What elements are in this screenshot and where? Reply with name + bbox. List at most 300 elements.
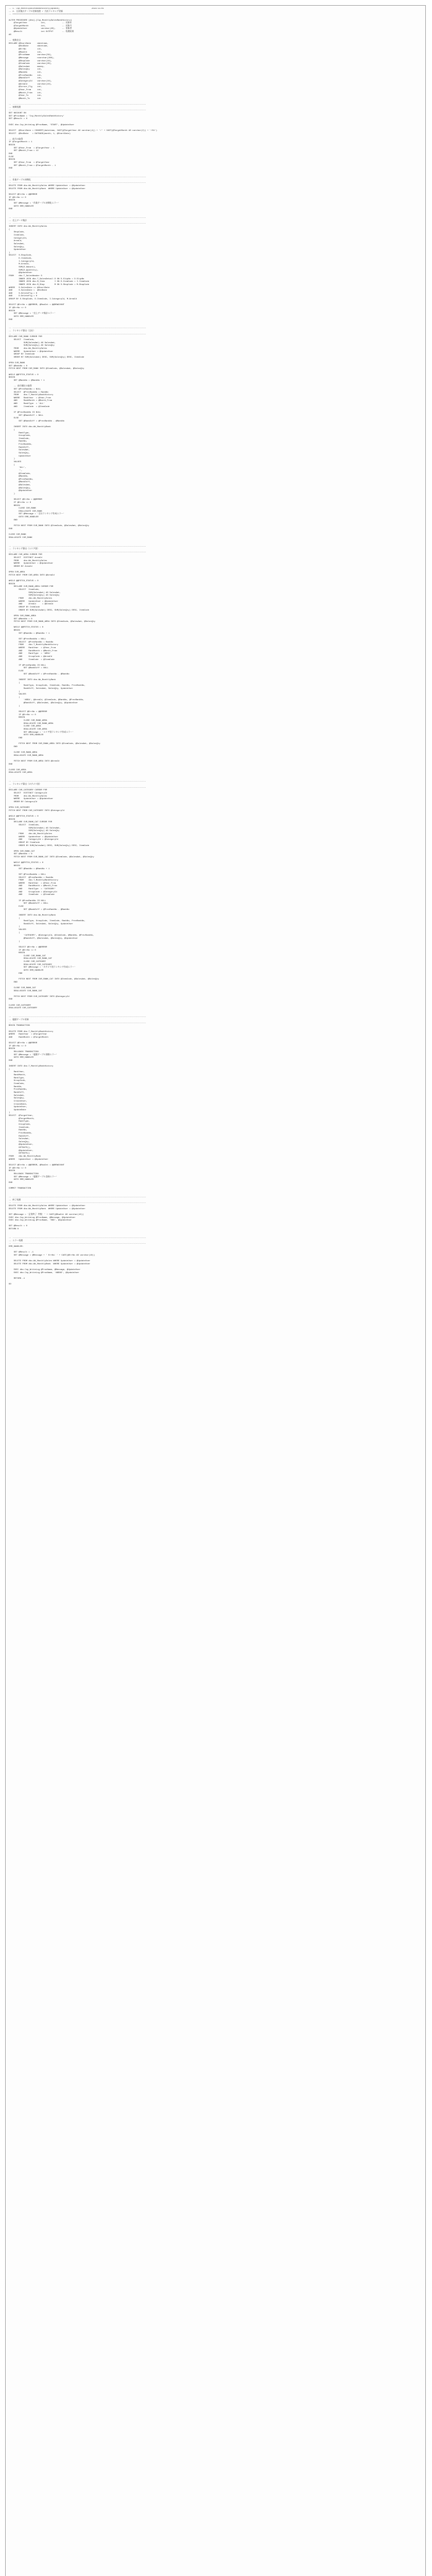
- code-line: DELETE FROM dbo.Wk_MonthlyRank WHERE UpdateUser = @UpdateUser: [9, 1263, 91, 1265]
- code-line: SET @RankDiff = @PrevRankNo - @RankNo: [9, 420, 65, 422]
- code-line: END: [9, 528, 13, 530]
- code-line: @UpdateUser: [9, 490, 32, 493]
- code-line: GETDATE(),: [9, 1147, 31, 1149]
- code-line: ERR_HANDLER:: [9, 1245, 24, 1248]
- code-line: SET @RankNo = 0: [9, 618, 32, 620]
- code-line: ROLLBACK TRANSACTION: [9, 1173, 39, 1175]
- code-line: END: [9, 1059, 13, 1062]
- code-line: RankMonth,: [9, 1074, 26, 1077]
- code-line: IF @ErrNo <> 0: [9, 1167, 26, 1170]
- code-line: FROM dbo.Wk_MonthlySales: [9, 347, 47, 350]
- code-line: SUM(SalesQty) AS SalesQty: [9, 345, 55, 347]
- code-line: OPEN CUR_RANK: [9, 362, 25, 365]
- code-line: GroupCode,: [9, 1080, 26, 1082]
- code-line: @RankDiff, @SalesAmt, @SalesQty, @UpdateUser: [9, 702, 78, 705]
- code-line: CLOSE CUR_CATEGORY: [9, 1004, 31, 1007]
- code-line: SET @Message = '履歴テーブル登録エラー': [9, 1176, 58, 1178]
- code-line: CLOSE CUR_RANK_AREA: [9, 752, 38, 754]
- code-line: BEGIN: [9, 199, 15, 202]
- code-line: SET @RankNo = 0: [9, 853, 32, 856]
- code-line: '',: [9, 469, 23, 472]
- declare-line: @ProcName varchar(50),: [9, 54, 53, 57]
- proc-param: @TargetMonth int, -- 対象月: [9, 25, 72, 27]
- code-line: SET @Month_From = @TargetMonth - 1: [9, 164, 56, 167]
- code-line: SET @Year_From = @TargetYear - 1: [9, 147, 55, 149]
- code-line: SET @RankNo = @RankNo + 1: [9, 868, 50, 870]
- code-line: ItemCode,: [9, 437, 30, 440]
- code-line: FETCH NEXT FROM CUR_RANK_AREA INTO @ItemCode, @SalesAmt, @SalesQty: [9, 621, 96, 623]
- code-line: SalesQty,: [9, 452, 30, 455]
- code-line: RankType,: [9, 1121, 30, 1123]
- declare-line: @Cursor_Flg int,: [9, 86, 42, 89]
- code-line: SELECT @ErrNo = @@ERROR: [9, 946, 47, 948]
- code-line: FETCH NEXT FROM CUR_RANK_AREA INTO @ItemCode, @SalesAmt, @SalesQty: [9, 743, 100, 745]
- section-separator: -- ------------------------------------------------------------------------------------------------------------: [9, 176, 146, 179]
- code-line: -- 前月の取得: [9, 138, 23, 141]
- code-line: ItemCode,: [9, 1083, 25, 1086]
- code-line: ): [9, 458, 15, 461]
- code-line: IF @TargetMonth = 1: [9, 141, 32, 144]
- code-line: SUM(SalesAmt) AS SalesAmt,: [9, 591, 61, 594]
- code-line: ): [9, 926, 20, 928]
- code-line: WHERE UpdateUser = @UpdateUser: [9, 798, 54, 801]
- code-line: FETCH NEXT FROM CUR_RANK_CAT INTO @ItemCode, @SalesAmt, @SalesQty: [9, 978, 99, 980]
- section-title: -- ランキング算出（カテゴリ別）: [9, 784, 41, 786]
- code-line: INNER JOIN dbo.T_SalesDetail D ON S.SlipNo = D.SlipNo: [9, 278, 84, 280]
- code-line: DECLARE CUR_RANK CURSOR FOR: [9, 336, 42, 338]
- code-line: WHERE RankYear = @Year_From: [9, 397, 51, 399]
- code-line: @UpdateUser,: [9, 1144, 34, 1146]
- code-line: FETCH NEXT FROM CUR_CATEGORY INTO @CategoryCd: [9, 809, 65, 812]
- declare-line: @Year_To int,: [9, 95, 42, 97]
- declare-line: @RankNo int,: [9, 72, 42, 74]
- proc-param: @Result int OUTPUT -- 処理結果: [9, 31, 74, 33]
- code-line: WHERE RankYear = @Year_From: [9, 882, 56, 885]
- section-separator: -- ------------------------------------------------------------------------------------------------------------: [9, 327, 146, 330]
- code-line: WHILE @@FETCH_STATUS = 0: [9, 862, 44, 865]
- code-line: RankType,: [9, 1077, 25, 1079]
- code-line: END: [9, 737, 23, 739]
- code-line: SET @RankDiff = @PrevRankNo - @RankNo: [9, 673, 70, 675]
- code-line: SET @PrevRankNo = NULL: [9, 873, 46, 876]
- code-line: SalesQty,: [9, 1141, 30, 1143]
- code-line: INNER JOIN dbo.M_Item I ON D.ItemCode = I.ItemCode: [9, 281, 90, 283]
- code-line: DEALLOCATE CUR_RANK: [9, 536, 32, 539]
- header-line: -- ==========================================================================: [9, 13, 104, 16]
- code-line: AND RankType = 'AREA': [9, 653, 51, 655]
- code-line: (: [9, 464, 15, 466]
- code-line: CLOSE CUR_RANK: [9, 507, 36, 510]
- code-line: RankDiff,: [9, 446, 30, 449]
- code-line: DEALLOCATE CUR_RANK_AREA: [9, 754, 44, 757]
- proc-signature: ALTER PROCEDURE [dbo].[Csp_MonthlySalesRankHistory]: [9, 19, 72, 22]
- code-line: SET @RankNo = 0: [9, 365, 28, 367]
- code-line: CLOSE CUR_RANK_AREA: [9, 719, 47, 722]
- code-line: EXEC dbo.Csp_WriteLog @ProcName, @Message, @UpdateUser: [9, 1216, 76, 1219]
- code-document: [5, 5, 426, 2576]
- code-line: OPEN CUR_AREA: [9, 571, 25, 574]
- code-line: IF @ErrNo <> 0: [9, 1045, 26, 1047]
- code-line: AND RankMonth = @Month_From: [9, 650, 57, 652]
- code-line: SET @Message = '売上データ集計エラー': [9, 313, 56, 315]
- code-line: IF @PrevRankNo IS NULL: [9, 900, 46, 902]
- declare-line: @SalesQty int,: [9, 69, 42, 71]
- code-line: D.ItemCode,: [9, 258, 32, 260]
- code-line: BEGIN: [9, 504, 20, 507]
- code-line: GOTO ERR_HANDLER: [9, 970, 44, 972]
- section-title: -- 初期処理: [9, 106, 21, 109]
- code-line: IF @ErrNo <> 0: [9, 501, 31, 504]
- code-line: GROUP BY ItemCode: [9, 353, 35, 356]
- code-line: RankType, GroupCode, ItemCode, RankNo, PrevRankNo,: [9, 685, 85, 687]
- code-line: SET @RankDiff = NULL: [9, 903, 48, 905]
- code-line: DELETE FROM dbo.T_MonthlyRankHistory: [9, 1030, 54, 1033]
- code-line: RETURN -1: [9, 1277, 25, 1280]
- code-line: SET @RankDiff = @PrevRankNo - @RankNo: [9, 908, 70, 911]
- code-line: AND GroupCode = @CategoryCd: [9, 891, 57, 893]
- code-line: FROM dbo.Wk_MonthlySales: [9, 795, 47, 798]
- code-line: @PrevRankNo,: [9, 478, 34, 481]
- section-separator: -- ------------------------------------------------------------------------------------------------------------: [9, 217, 146, 219]
- code-line: COMMIT TRANSACTION: [9, 1188, 31, 1190]
- code-line: SELECT DISTINCT AreaCd: [9, 557, 42, 560]
- header-line: -- 1. Csp_MonthlySalesRankHistory(Update) 2023/11/01: [9, 8, 104, 10]
- section-title: -- 変数宣言: [9, 40, 21, 42]
- code-line: DEALLOCATE CUR_RANK: [9, 510, 42, 513]
- declare-line: @Message nvarchar(200),: [9, 57, 55, 59]
- code-line: CLOSE CUR_AREA: [9, 769, 26, 771]
- code-line: END: [9, 1181, 13, 1184]
- code-line: CLOSE CUR_RANK_CAT: [9, 987, 36, 989]
- section-separator: -- ------------------------------------------------------------------------------------------------------------: [9, 1243, 146, 1245]
- code-line: FROM dbo.T_MonthlyRankHistory: [9, 879, 59, 882]
- section-separator: -- ------------------------------------------------------------------------------------------------------------: [9, 1236, 146, 1239]
- code-line: @SalesAmt,: [9, 484, 31, 487]
- code-line: CreateUser,: [9, 1100, 28, 1103]
- code-line: GO: [9, 1283, 11, 1286]
- code-line: PrevRankNo,: [9, 1132, 32, 1134]
- code-line: SELECT @PrevRankNo = RankNo: [9, 641, 54, 643]
- code-line: SalesAmt,: [9, 1094, 25, 1097]
- code-line: BEGIN: [9, 865, 20, 867]
- code-line: END: [9, 519, 18, 521]
- code-line: GOTO ERR_HANDLER: [9, 516, 39, 519]
- code-line: EXEC dbo.Csp_WriteLog @ProcName, 'ABEND', @UpdateUser: [9, 1272, 79, 1274]
- code-line: AND GroupCode = @AreaCd: [9, 655, 53, 658]
- code-line: SUM(D.Quantity),: [9, 269, 39, 272]
- code-line: SELECT @ErrNo = @@ERROR: [9, 194, 38, 196]
- code-line: WHILE @@FETCH_STATUS = 0: [9, 626, 44, 629]
- code-line: END: [9, 981, 18, 984]
- code-line: BEGIN: [9, 1170, 15, 1173]
- code-line: AreaCd,: [9, 240, 23, 243]
- code-line: AND ItemCode = @ItemCode: [9, 405, 50, 408]
- code-line: FROM dbo.T_SalesHeader S: [9, 275, 42, 277]
- code-line: ELSE: [9, 670, 24, 673]
- code-line: SET @Message = 'エリア別ランキング作成エラー': [9, 731, 74, 734]
- proc-param: @TargetYear int, -- 対象年: [9, 22, 72, 25]
- header-line: -- 2. 日次集計テーブル更新処理 / 月次ランキング更新: [9, 10, 63, 13]
- code-line: SELECT DISTINCT CategoryCd: [9, 792, 47, 794]
- section-separator: -- ------------------------------------------------------------------------------------------------------------: [9, 1196, 146, 1199]
- code-line: FETCH NEXT FROM CUR_RANK INTO @ItemCode, @SalesAmt, @SalesQty: [9, 525, 90, 528]
- code-line: SET @Message = @Message + ' ErrNo：' + CAST(@ErrNo AS varchar(10)): [9, 1254, 95, 1257]
- code-line: FETCH NEXT FROM CUR_RANK INTO @ItemCode, @SalesAmt, @SalesQty: [9, 368, 84, 370]
- section-separator: -- ------------------------------------------------------------------------------------------------------------: [9, 223, 146, 225]
- code-line: SUM(SalesQty) AS SalesQty: [9, 830, 60, 833]
- code-line: END: [9, 153, 13, 156]
- code-line: GROUP BY ItemCode: [9, 841, 40, 844]
- section-separator: -- ------------------------------------------------------------------------------------------------------------: [9, 545, 146, 548]
- code-line: RankNo,: [9, 440, 28, 443]
- code-line: SELECT S.ShopCode,: [9, 255, 32, 257]
- code-line: DELETE FROM dbo.Wk_MonthlySales WHERE UpdateUser = @UpdateUser: [9, 185, 85, 188]
- code-line: SELECT @ErrNo = @@ERROR: [9, 1042, 38, 1045]
- code-line: SET @Message = '全社ランキング作成エラー': [9, 513, 64, 516]
- section-title: -- 終了処理: [9, 1199, 21, 1201]
- code-line: IF @ErrNo <> 0: [9, 307, 26, 309]
- code-line: DELETE FROM dbo.Wk_MonthlyRank WHERE UpdateUser = @UpdateUser: [9, 1208, 85, 1210]
- section-separator: -- ------------------------------------------------------------------------------------------------------------: [9, 551, 146, 553]
- code-line: PrevRankNo,: [9, 444, 32, 446]
- code-line: UpdateDate: [9, 1109, 26, 1111]
- code-line: AND S.SalesDate < @EndDate: [9, 290, 47, 292]
- code-line: [9, 1290, 422, 1293]
- code-line: BEGIN: [9, 717, 25, 719]
- code-line: SUM(SalesAmt) AS SalesAmt,: [9, 342, 56, 344]
- code-line: SELECT @StartDate = CONVERT(datetime, CAST(@TargetYear AS varchar(4)) + '/' + CAST(@TargetMonth AS varchar(2)) + '/01'): [9, 129, 158, 132]
- code-line: SELECT ItemCode,: [9, 339, 35, 342]
- declare-line: @Month_From int,: [9, 92, 42, 94]
- code-line: I.CategoryCd,: [9, 260, 35, 263]
- code-line: EXEC dbo.Csp_WriteLog @ProcName, 'START', @UpdateUser: [9, 124, 75, 126]
- code-line: (: [9, 682, 20, 684]
- code-line: AND RankMonth = @TargetMonth: [9, 1036, 48, 1039]
- code-line: INNER JOIN dbo.M_Shop M ON S.ShopCode = M.ShopCode: [9, 283, 90, 286]
- code-line: AND ItemCode = @ItemCode: [9, 894, 55, 896]
- code-line: @RankDiff, @SalesAmt, @SalesQty, @UpdateUser: [9, 938, 78, 940]
- code-line: RankDiff,: [9, 1091, 25, 1094]
- code-line: INSERT INTO dbo.Wk_MonthlyRank: [9, 426, 51, 429]
- code-line: ): [9, 705, 20, 707]
- code-line: BEGIN: [9, 1048, 15, 1050]
- code-line: UpdateUser: [9, 455, 31, 457]
- code-line: ORDER BY SUM(SalesAmt) DESC, SUM(SalesQty) DESC, ItemCode: [9, 609, 90, 612]
- code-line: CLOSE CUR_RANK: [9, 533, 26, 536]
- code-line: DELETE FROM dbo.Wk_MonthlyRank WHERE UpdateUser = @UpdateUser: [9, 188, 85, 190]
- code-line: @TargetMonth,: [9, 1117, 35, 1120]
- code-line: FETCH NEXT FROM CUR_CATEGORY INTO @CategoryCd: [9, 995, 70, 998]
- code-line: BEGIN: [9, 159, 15, 161]
- declare-line: @RowCnt int,: [9, 51, 42, 54]
- sql-source-listing: [9, 8, 422, 1292]
- code-line: VALUES: [9, 461, 22, 463]
- code-line: INSERT INTO dbo.Wk_MonthlyRank: [9, 679, 56, 681]
- code-line: RankType,: [9, 432, 30, 434]
- code-line: SalesAmt,: [9, 1138, 30, 1141]
- code-line: SalesQty,: [9, 1097, 25, 1100]
- code-line: RankType, GroupCode, ItemCode, RankNo, PrevRankNo,: [9, 920, 85, 923]
- code-line: BEGIN: [9, 818, 15, 821]
- code-line: END: [9, 972, 23, 975]
- code-line: @RankNo,: [9, 476, 29, 478]
- code-line: FETCH NEXT FROM CUR_RANK_CAT INTO @ItemCode, @SalesAmt, @SalesQty: [9, 856, 94, 859]
- code-line: ): [9, 1112, 10, 1114]
- code-line: FROM dbo.T_MonthlyRankHistory: [9, 394, 54, 397]
- section-title: -- 履歴テーブル更新: [9, 1019, 29, 1021]
- code-line: UpdateUser: [9, 249, 26, 251]
- code-line: SET NOCOUNT ON: [9, 112, 26, 115]
- code-line: DEALLOCATE CUR_RANK_CAT: [9, 990, 42, 992]
- code-line: AND RankType = 'CATEGORY': [9, 888, 56, 891]
- code-line: WHERE UpdateUser = @UpdateUser: [9, 600, 59, 603]
- code-line: WHILE @@FETCH_STATUS = 0: [9, 816, 39, 818]
- code-line: DEALLOCATE CUR_AREA: [9, 772, 32, 774]
- section-title: -- 売上データ集計: [9, 219, 27, 222]
- code-line: GroupCode,: [9, 435, 31, 437]
- code-line: ROLLBACK TRANSACTION: [9, 1050, 39, 1053]
- code-line: SET @Message = 'カテゴリ別ランキング作成エラー': [9, 967, 76, 969]
- code-line: BEGIN: [9, 952, 25, 955]
- section-separator: -- ------------------------------------------------------------------------------------------------------------: [9, 1022, 146, 1024]
- code-line: SET @PrevRankNo = NULL: [9, 638, 46, 641]
- proc-param: @UpdateUser varchar(20), -- 更新者: [9, 28, 72, 30]
- code-line: FETCH NEXT FROM CUR_AREA INTO @AreaCd: [9, 760, 60, 762]
- code-line: RankYear,: [9, 1071, 25, 1074]
- code-line: SELECT ItemCode,: [9, 824, 40, 827]
- code-line: WHILE @@FETCH_STATUS = 0: [9, 580, 39, 583]
- declare-line: @PrevRankNo int,: [9, 74, 42, 77]
- code-line: FETCH NEXT FROM CUR_AREA INTO @AreaCd: [9, 574, 55, 577]
- code-line: FROM dbo.Wk_MonthlySales: [9, 598, 53, 600]
- code-line: RankNo,: [9, 1129, 28, 1132]
- code-line: SET @ProcName = 'Csp_MonthlySalesRankHistory': [9, 115, 65, 117]
- code-line: RankDiff, SalesAmt, SalesQty, UpdateUser: [9, 687, 73, 690]
- code-line: GOTO ERR_HANDLER: [9, 1179, 34, 1181]
- code-line: RankDiff, SalesAmt, SalesQty, UpdateUser: [9, 923, 73, 925]
- code-line: VALUES: [9, 693, 26, 696]
- code-line: ELSE: [9, 905, 24, 908]
- code-line: CreateDate,: [9, 1103, 28, 1106]
- code-line: GETDATE(): [9, 1153, 30, 1155]
- code-line: BEGIN: [9, 583, 15, 585]
- code-line: SELECT @PrevRankNo = RankNo: [9, 391, 48, 394]
- code-line: ItemCode,: [9, 234, 25, 236]
- code-line: AND RankMonth = @Month_From: [9, 885, 57, 888]
- code-line: INSERT INTO dbo.T_MonthlyRankHistory: [9, 1065, 54, 1068]
- code-line: @UpdateUser,: [9, 1149, 34, 1152]
- code-line: (: [9, 696, 20, 699]
- code-line: SET @RankNo = @RankNo + 1: [9, 632, 50, 635]
- code-line: SET @Result = -1: [9, 1251, 34, 1254]
- code-line: RankDiff,: [9, 1135, 30, 1138]
- code-line: ): [9, 690, 20, 693]
- code-line: (: [9, 917, 20, 920]
- section-separator: -- ------------------------------------------------------------------------------------------------------------: [9, 1016, 146, 1019]
- code-line: DELETE FROM dbo.Wk_MonthlySales WHERE UpdateUser = @UpdateUser: [9, 1260, 91, 1263]
- declare-line: @ErrNo int,: [9, 48, 42, 50]
- code-line: SET @Message = '履歴テーブル削除エラー': [9, 1054, 58, 1056]
- code-line: SET @Message = '正常終了 件数：' + CAST(@RowCnt AS varchar(10)): [9, 1213, 84, 1216]
- code-line: ORDER BY SUM(SalesAmt) DESC, SUM(SalesQty) DESC, ItemCode: [9, 356, 84, 359]
- code-line: DEALLOCATE CUR_CATEGORY: [9, 963, 53, 966]
- code-line: @RankDiff,: [9, 481, 31, 484]
- code-line: FROM dbo.Wk_MonthlyRank: [9, 1156, 41, 1158]
- section-title: -- エラー処理: [9, 1240, 23, 1242]
- section-separator: -- ------------------------------------------------------------------------------------------------------------: [9, 104, 146, 106]
- proc-as: AS: [9, 33, 11, 36]
- section-separator: -- ------------------------------------------------------------------------------------------------------------: [9, 781, 146, 783]
- code-line: (: [9, 1068, 10, 1071]
- code-line: SET @RankDiff = NULL: [9, 414, 44, 417]
- code-line: SET @Message = '作業テーブル初期化エラー': [9, 202, 60, 205]
- code-line: SET @Result = 0: [9, 1225, 28, 1228]
- section-separator: -- ------------------------------------------------------------------------------------------------------------: [9, 786, 146, 789]
- code-line: SalesAmt,: [9, 243, 25, 245]
- code-line: WHILE @@FETCH_STATUS = 0: [9, 374, 39, 376]
- code-line: WHERE RankYear = @TargetYear: [9, 1033, 47, 1036]
- code-line: ): [9, 940, 20, 943]
- code-line: SUM(D.Amount),: [9, 266, 36, 269]
- code-line: IF @PrevRankNo IS NULL: [9, 664, 46, 667]
- declare-line: @CategoryCd varchar(10),: [9, 80, 53, 83]
- declare-line: @RankDiff int,: [9, 77, 42, 80]
- code-line: WHERE RankYear = @Year_From: [9, 647, 56, 649]
- code-line: AND AreaCd = @AreaCd: [9, 603, 54, 606]
- code-line: GROUP BY ItemCode: [9, 606, 40, 608]
- code-line: BEGIN TRANSACTION: [9, 1025, 30, 1027]
- code-line: SELECT @EndDate = DATEADD(month, 1, @StartDate): [9, 132, 71, 135]
- code-line: END: [9, 167, 13, 170]
- code-line: END: [9, 763, 13, 766]
- code-line: IF @ErrNo <> 0: [9, 196, 26, 199]
- code-line: BEGIN: [9, 310, 15, 312]
- code-line: ORDER BY AreaCd: [9, 566, 32, 568]
- code-line: DECLARE CUR_RANK_CAT CURSOR FOR: [9, 821, 53, 824]
- code-line: SELECT @TargetYear,: [9, 1115, 34, 1117]
- code-line: -- 前月順位の取得: [9, 385, 32, 388]
- code-line: ): [9, 493, 15, 495]
- code-line: CategoryCd,: [9, 237, 28, 240]
- code-line: IF @PrevRankNo IS NULL: [9, 412, 41, 414]
- code-line: INSERT INTO dbo.Wk_MonthlyRank: [9, 914, 56, 917]
- code-line: SUM(SalesAmt) AS SalesAmt,: [9, 827, 61, 829]
- code-line: 'ALL',: [9, 467, 26, 469]
- declare-line: DECLARE @StartDate datetime,: [9, 42, 48, 45]
- code-line: DEALLOCATE CUR_CATEGORY: [9, 1007, 38, 1010]
- declare-line: @EndDate datetime,: [9, 45, 48, 48]
- code-line: GOTO ERR_HANDLER: [9, 734, 44, 737]
- code-line: ): [9, 251, 10, 254]
- code-line: RankNo,: [9, 1086, 23, 1088]
- declare-line: @ItemCode varchar(20),: [9, 63, 53, 65]
- code-line: UpdateUser,: [9, 1106, 28, 1109]
- code-line: SET @Year_From = @TargetYear: [9, 161, 50, 164]
- code-line: AND RankMonth = @Month_From: [9, 400, 53, 402]
- code-line: 'CATEGORY', @CategoryCd, @ItemCode, @RankNo, @PrevRankNo,: [9, 935, 94, 937]
- code-line: SELECT @ErrNo = @@ERROR, @RowCnt = @@ROWCOUNT: [9, 1164, 65, 1166]
- code-line: SELECT ItemCode,: [9, 589, 40, 591]
- code-line: OPEN CUR_CATEGORY: [9, 807, 30, 809]
- section-separator: -- ------------------------------------------------------------------------------------------------------------: [9, 109, 146, 112]
- declare-line: @Year_From int,: [9, 89, 42, 91]
- code-line: GROUP BY S.ShopCode, D.ItemCode, I.CategoryCd, M.AreaCd: [9, 298, 77, 301]
- code-line: ORDER BY SUM(SalesAmt) DESC, SUM(SalesQty) DESC, ItemCode: [9, 844, 90, 847]
- code-line: DECLARE CUR_AREA CURSOR FOR: [9, 554, 42, 556]
- code-line: ELSE: [9, 417, 19, 420]
- code-line: OPEN CUR_RANK_CAT: [9, 850, 35, 853]
- code-line: AND S.DeleteFlg = 0: [9, 292, 38, 295]
